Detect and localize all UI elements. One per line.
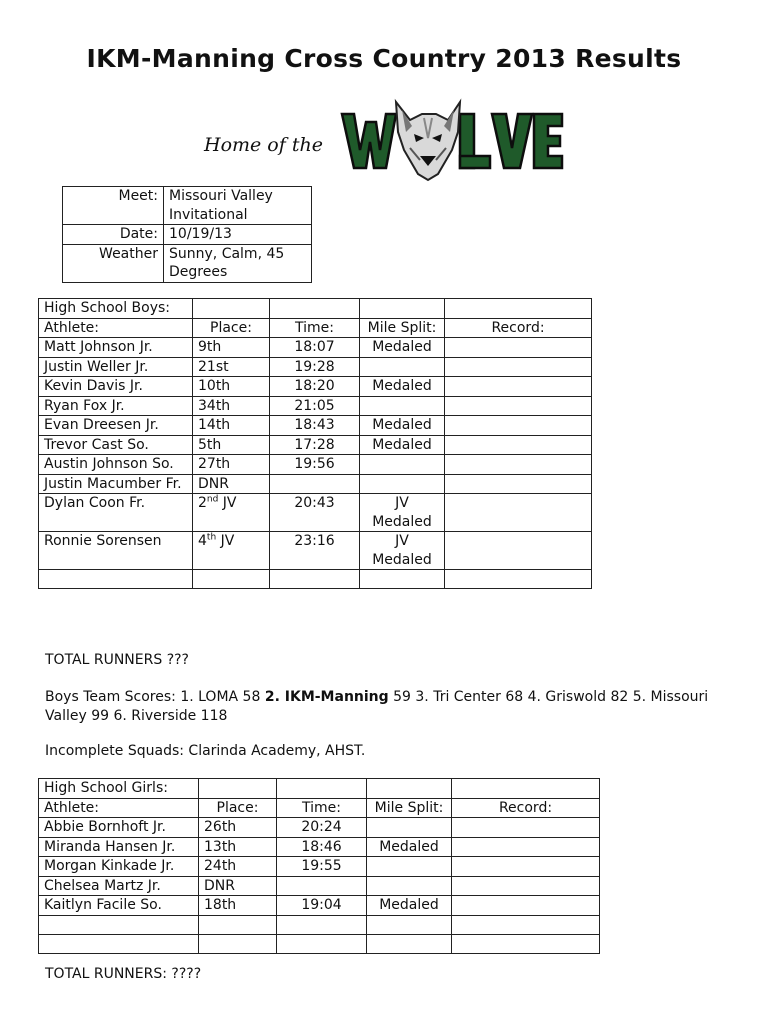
date-row (63, 225, 312, 245)
time-cell (270, 474, 360, 494)
place-cell: 26th (199, 818, 277, 838)
place-cell: 2nd JV (193, 494, 270, 532)
table-row (39, 435, 592, 455)
weather-row (63, 244, 312, 282)
split-cell: Medaled (360, 377, 445, 397)
split-cell (367, 818, 452, 838)
split-cell: JV Medaled (360, 494, 445, 532)
column-header: Mile Split: (367, 798, 452, 818)
meet-value: Missouri Valley Invitational (164, 187, 312, 225)
table-row (39, 876, 600, 896)
table-row (39, 377, 592, 397)
place-cell: DNR (193, 474, 270, 494)
page-title: IKM-Manning Cross Country 2013 Results (86, 44, 682, 73)
boys-header-row (39, 299, 592, 319)
athlete-cell: Evan Dreesen Jr. (39, 416, 193, 436)
split-cell: Medaled (367, 896, 452, 916)
time-cell: 20:24 (277, 818, 367, 838)
girls-results-table (38, 778, 600, 954)
time-cell: 17:28 (270, 435, 360, 455)
boys-total-runners: TOTAL RUNNERS ??? (45, 652, 189, 668)
empty-row (39, 915, 600, 934)
meet-info-table (62, 186, 312, 283)
wolves-wordmark (340, 98, 566, 182)
place-cell: 13th (199, 837, 277, 857)
split-cell (367, 876, 452, 896)
place-cell: 5th (193, 435, 270, 455)
weather-value: Sunny, Calm, 45 Degrees (164, 244, 312, 282)
time-cell: 19:04 (277, 896, 367, 916)
place-cell: 14th (193, 416, 270, 436)
split-cell: Medaled (367, 837, 452, 857)
place-cell: 18th (199, 896, 277, 916)
place-cell: 24th (199, 857, 277, 877)
date-label: Date: (63, 225, 164, 245)
table-row (39, 396, 592, 416)
time-cell: 20:43 (270, 494, 360, 532)
boys-team-scores: Boys Team Scores: 1. LOMA 58 2. IKM-Manning 59 3. Tri Center 68 4. Griswold 82 5. Missouri Valley 99 6. Riverside 118 (45, 689, 709, 724)
time-cell: 18:07 (270, 338, 360, 358)
place-cell: 27th (193, 455, 270, 475)
time-cell: 23:16 (270, 532, 360, 570)
place-cell: 34th (193, 396, 270, 416)
column-header: Record: (445, 318, 592, 338)
table-row (39, 857, 600, 877)
column-header: Athlete: (39, 318, 193, 338)
column-header: Time: (270, 318, 360, 338)
logo-tagline: Home of the (204, 134, 323, 156)
table-row (39, 474, 592, 494)
empty-row (39, 934, 600, 953)
time-cell: 18:46 (277, 837, 367, 857)
column-header: Mile Split: (360, 318, 445, 338)
table-row (39, 494, 592, 532)
boys-results-table (38, 298, 592, 589)
column-header: Time: (277, 798, 367, 818)
wolf-head-icon (396, 102, 460, 180)
table-row (39, 455, 592, 475)
boys-column-header-row (39, 318, 592, 338)
boys-section-header: High School Boys: (39, 299, 193, 319)
athlete-cell: Abbie Bornhoft Jr. (39, 818, 199, 838)
place-cell: 10th (193, 377, 270, 397)
split-cell (360, 455, 445, 475)
athlete-cell: Ryan Fox Jr. (39, 396, 193, 416)
girls-column-header-row (39, 798, 600, 818)
athlete-cell: Kevin Davis Jr. (39, 377, 193, 397)
empty-row (39, 570, 592, 589)
split-cell: Medaled (360, 435, 445, 455)
athlete-cell: Trevor Cast So. (39, 435, 193, 455)
table-row (39, 338, 592, 358)
time-cell: 18:43 (270, 416, 360, 436)
table-row (39, 896, 600, 916)
meet-label: Meet: (63, 187, 164, 225)
place-cell: 4th JV (193, 532, 270, 570)
girls-header-row (39, 779, 600, 799)
date-value: 10/19/13 (164, 225, 312, 245)
athlete-cell: Kaitlyn Facile So. (39, 896, 199, 916)
athlete-cell: Morgan Kinkade Jr. (39, 857, 199, 877)
weather-label: Weather (63, 244, 164, 282)
column-header: Place: (193, 318, 270, 338)
table-row (39, 357, 592, 377)
split-cell (360, 357, 445, 377)
table-row (39, 818, 600, 838)
athlete-cell: Matt Johnson Jr. (39, 338, 193, 358)
time-cell: 19:28 (270, 357, 360, 377)
meet-row (63, 187, 312, 225)
athlete-cell: Chelsea Martz Jr. (39, 876, 199, 896)
place-cell: DNR (199, 876, 277, 896)
split-cell: Medaled (360, 338, 445, 358)
split-cell (360, 474, 445, 494)
split-cell: JV Medaled (360, 532, 445, 570)
time-cell: 21:05 (270, 396, 360, 416)
table-row (39, 532, 592, 570)
wolves-logo (204, 98, 566, 182)
athlete-cell: Justin Weller Jr. (39, 357, 193, 377)
column-header: Place: (199, 798, 277, 818)
place-cell: 9th (193, 338, 270, 358)
table-row (39, 837, 600, 857)
column-header: Athlete: (39, 798, 199, 818)
girls-section-header: High School Girls: (39, 779, 199, 799)
split-cell (367, 857, 452, 877)
table-row (39, 416, 592, 436)
girls-total-runners: TOTAL RUNNERS: ???? (45, 966, 202, 982)
time-cell (277, 876, 367, 896)
place-cell: 21st (193, 357, 270, 377)
athlete-cell: Austin Johnson So. (39, 455, 193, 475)
split-cell (360, 396, 445, 416)
time-cell: 19:55 (277, 857, 367, 877)
athlete-cell: Justin Macumber Fr. (39, 474, 193, 494)
athlete-cell: Dylan Coon Fr. (39, 494, 193, 532)
athlete-cell: Miranda Hansen Jr. (39, 837, 199, 857)
athlete-cell: Ronnie Sorensen (39, 532, 193, 570)
column-header: Record: (452, 798, 600, 818)
incomplete-squads: Incomplete Squads: Clarinda Academy, AHST. (45, 743, 366, 759)
time-cell: 18:20 (270, 377, 360, 397)
time-cell: 19:56 (270, 455, 360, 475)
split-cell: Medaled (360, 416, 445, 436)
